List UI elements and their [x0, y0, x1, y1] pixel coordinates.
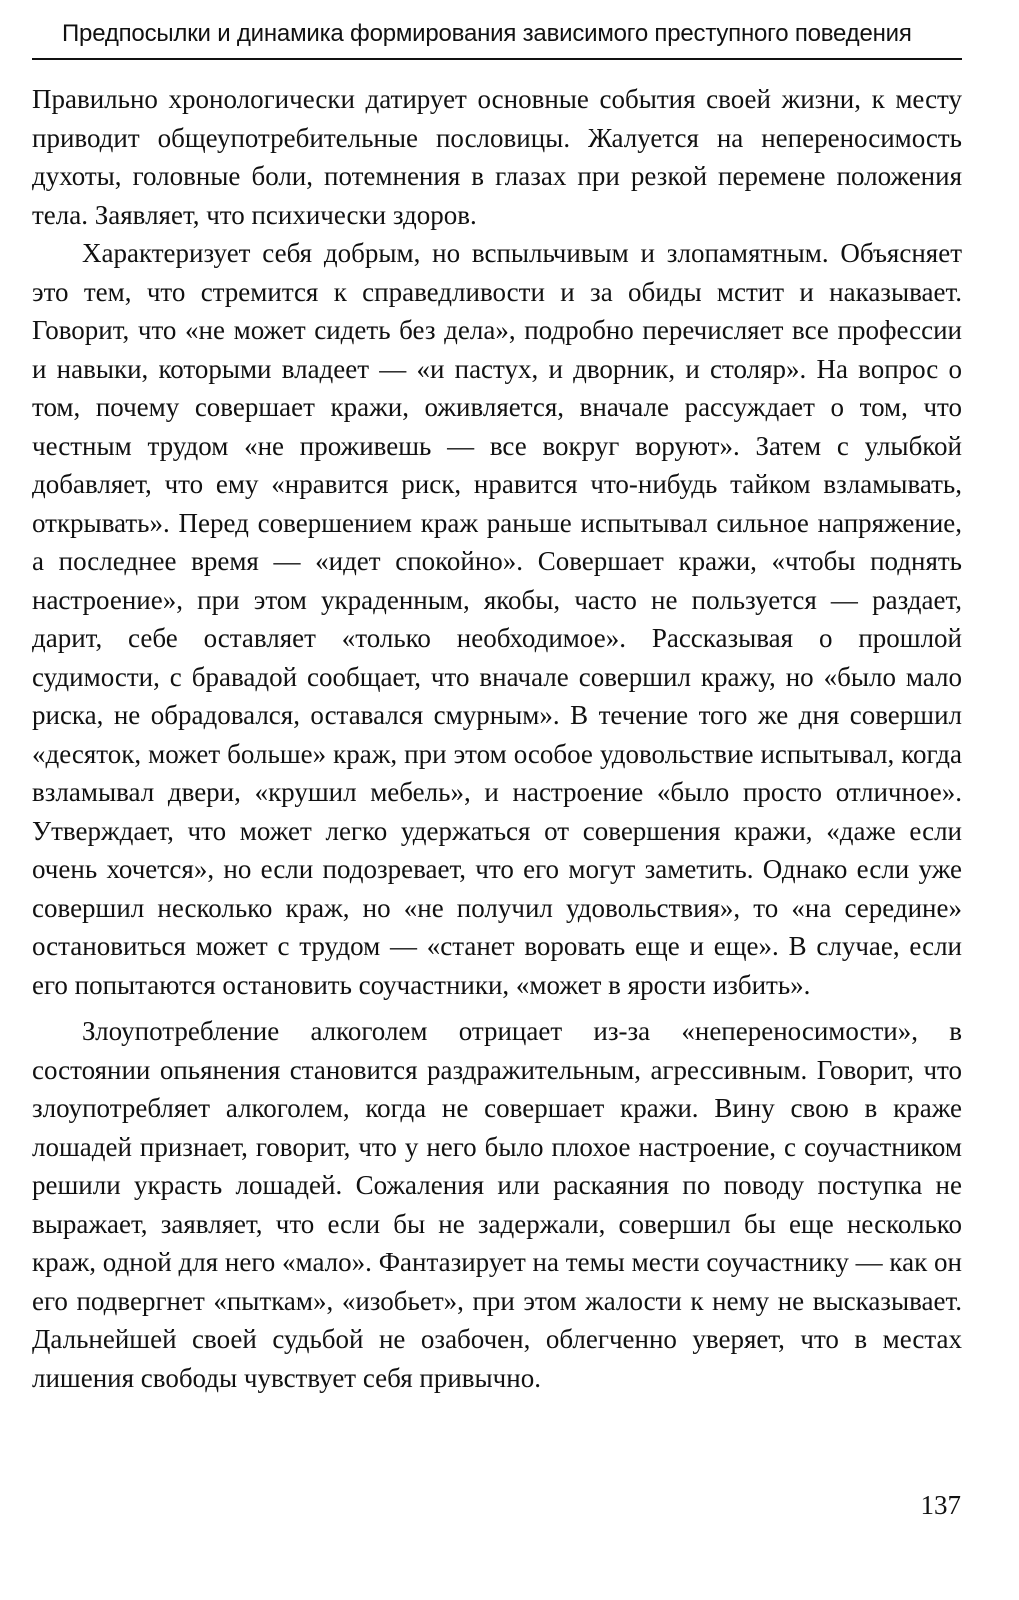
body-text: [32, 80, 962, 1397]
running-header: Предпосылки и динамика формирования зависимого преступного поведения: [62, 20, 912, 47]
paragraph-3: Злоупотребление алкоголем отрицает из-за «непереносимости», в состоянии опьянения становится раздражительным, агрессивным. Говорит, что злоупотребляет алкоголем, когда не совершает кражи. Вину свою в краже лошадей признает, говорит, что у него было плохое настроение, с соучастником решили украсть лошадей. Сожаления или раскаяния по поводу поступка не выражает, заявляет, что если бы не задержали, совершил бы еще несколько краж, одной для него «мало». Фантазирует на темы мести соучастнику — как он его подвергнет «пыткам», «изобьет», при этом жалости к нему не высказывает. Дальнейшей своей судьбой не озабочен, облегченно уверяет, что в местах лишения свободы чувствует себя привычно.: [32, 1016, 962, 1393]
paragraph-2: Характеризует себя добрым, но вспыльчивым и злопамятным. Объясняет это тем, что стремится к справедливости и за обиды мстит и наказывает. Говорит, что «не может сидеть без дела», подробно перечисляет все профессии и навыки, которыми владеет — «и пастух, и дворник, и столяр». На вопрос о том, почему совершает кражи, оживляется, вначале рассуждает о том, что честным трудом «не проживешь — все вокруг воруют». Затем с улыбкой добавляет, что ему «нравится риск, нравится что-нибудь тайком взламывать, открывать». Перед совершением краж раньше испытывал сильное напряжение, а последнее время — «идет спокойно». Совершает кражи, «чтобы поднять настроение», при этом украденным, якобы, часто не пользуется — раздает, дарит, себе оставляет «только необходимое». Рассказывая о прошлой судимости, с бравадой сообщает, что вначале совершил кражу, но «было мало риска, не обрадовался, оставался смурным». В течение того же дня совершил «десяток, может больше» краж, при этом особое удовольствие испытывал, когда взламывал двери, «крушил мебель», и настроение «было просто отличное». Утверждает, что может легко удержаться от совершения кражи, «даже если очень хочется», но если подозревает, что его могут заметить. Однако если уже совершил несколько краж, но «не получил удовольствия», то «на середине» остановиться может с трудом — «станет воровать еще и еще». В случае, если его попытаются остановить соучастники, «может в ярости избить».: [32, 238, 962, 1000]
paragraph-1: Правильно хронологически датирует основные события своей жизни, к месту приводит общеупотребительные пословицы. Жалуется на непереносимость духоты, головные боли, потемнения в глазах при резкой перемене положения тела. Заявляет, что психически здоров.: [32, 84, 962, 230]
header-rule: [32, 58, 962, 60]
page-number: 137: [920, 1490, 961, 1520]
